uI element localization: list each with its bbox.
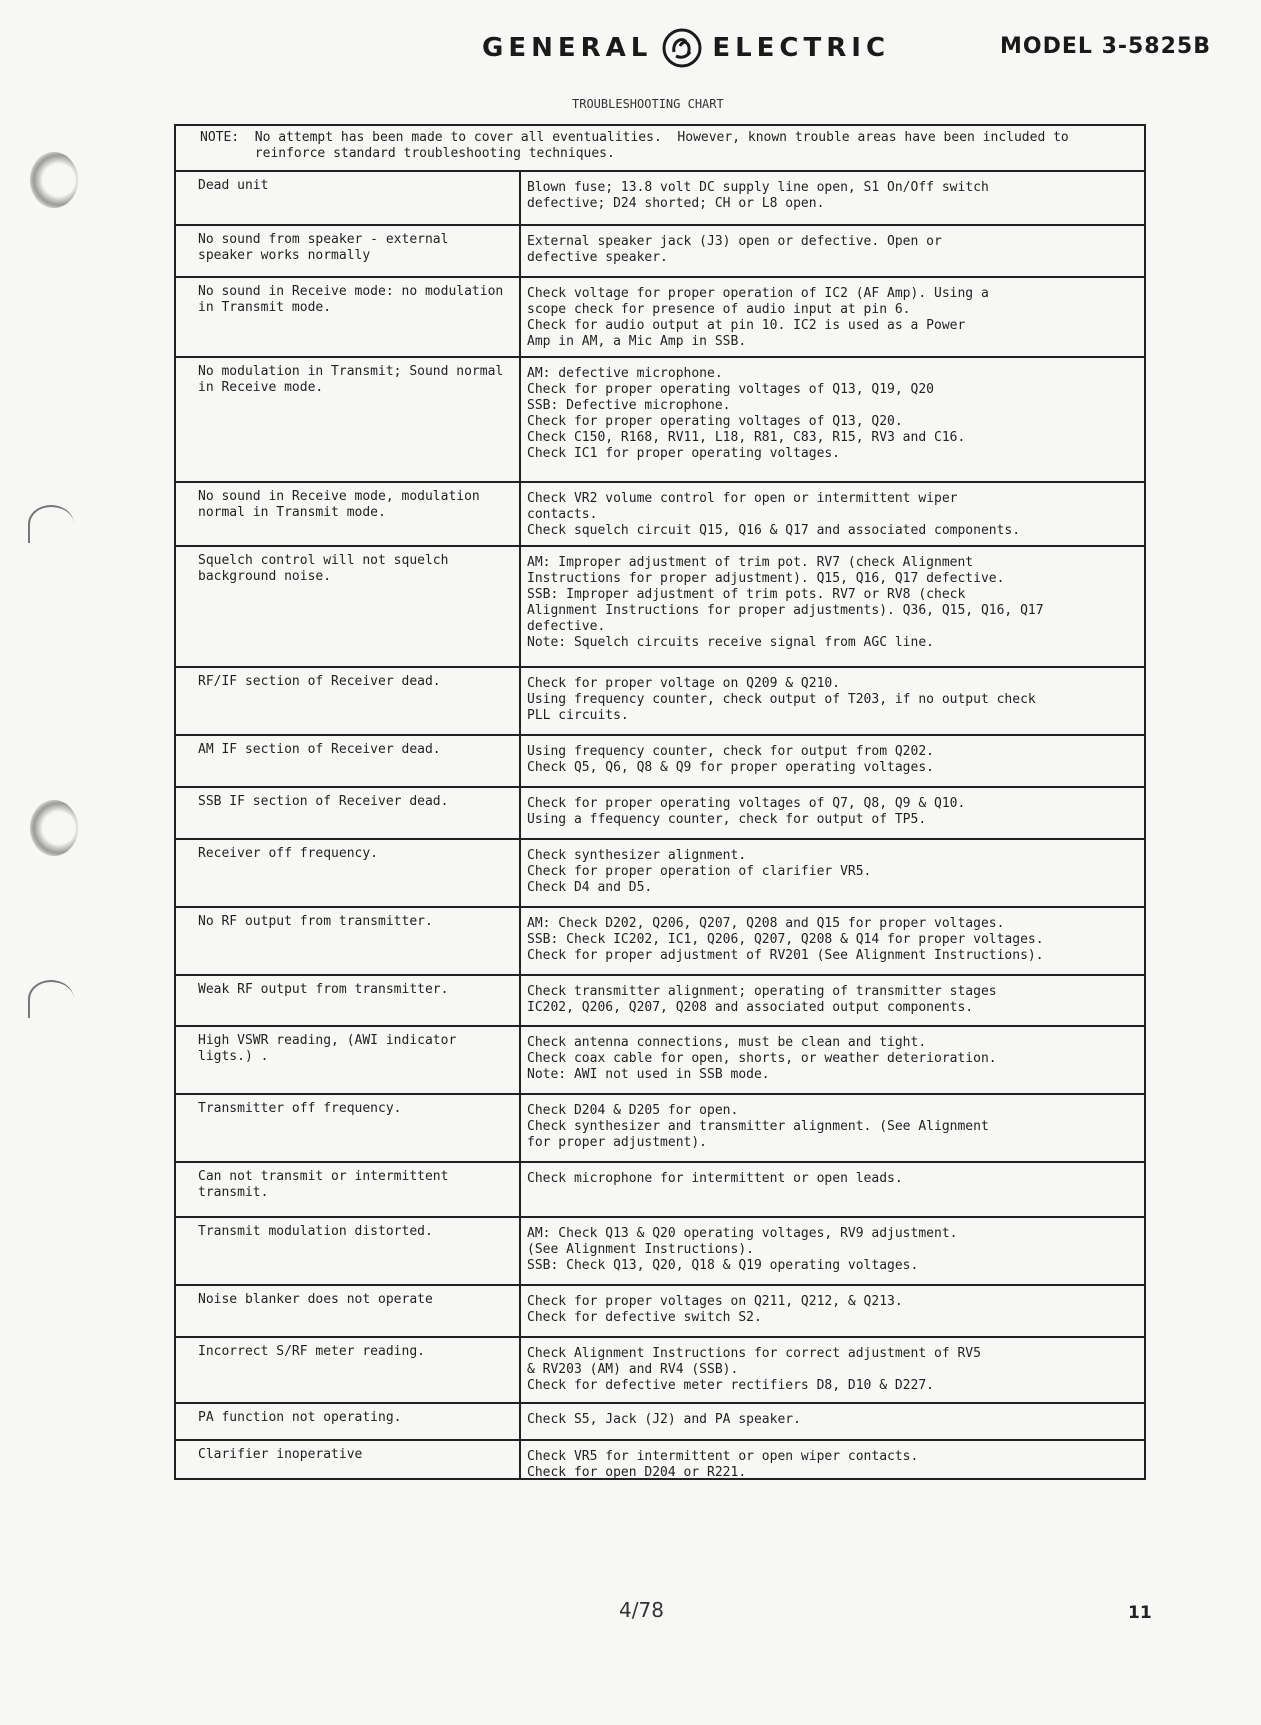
table-row	[176, 668, 1144, 736]
binder-arc-lower	[28, 980, 74, 1018]
symptom-cell: No sound in Receive mode, modulation normal in Transmit mode.	[176, 483, 521, 545]
remedy-cell: Check VR5 for intermittent or open wiper contacts. Check for open D204 or R221.	[527, 1449, 919, 1480]
model-number: MODEL 3-5825B	[1000, 34, 1211, 59]
table-row	[176, 908, 1144, 976]
symptom-cell: Noise blanker does not operate	[176, 1286, 521, 1336]
ge-monogram-icon	[662, 28, 702, 68]
table-row	[176, 1441, 1144, 1478]
remedy-cell: Check for proper operating voltages of Q7, Q8, Q9 & Q10. Using a ffequency counter, check for output of TP5.	[527, 796, 966, 827]
symptom-cell: Weak RF output from transmitter.	[176, 976, 521, 1025]
table-row	[176, 483, 1144, 547]
page-number: 11	[1128, 1603, 1152, 1623]
binder-arc-upper	[28, 505, 74, 543]
brand-header	[482, 28, 890, 68]
table-row	[176, 1286, 1144, 1338]
symptom-cell: Transmit modulation distorted.	[176, 1218, 521, 1284]
brand-right-text: ELECTRIC	[712, 33, 891, 63]
remedy-cell: AM: Check D202, Q206, Q207, Q208 and Q15 for proper voltages. SSB: Check IC202, IC1, Q206, Q207, Q208 & Q14 for proper voltages. Check for proper adjustment of RV201 (See Alignment Instructions).	[527, 916, 1044, 963]
remedy-cell: Check transmitter alignment; operating of transmitter stages IC202, Q206, Q207, Q208 and associated output components.	[527, 984, 997, 1015]
symptom-cell: PA function not operating.	[176, 1404, 521, 1439]
table-row	[176, 1338, 1144, 1404]
table-row	[176, 278, 1144, 358]
remedy-cell: Check antenna connections, must be clean and tight. Check coax cable for open, shorts, or weather deterioration. Note: AWI not used in SSB mode.	[527, 1035, 997, 1082]
symptom-cell: No sound in Receive mode: no modulation in Transmit mode.	[176, 278, 521, 356]
remedy-cell: Check for proper voltage on Q209 & Q210. Using frequency counter, check output of T203, if no output check PLL circuits.	[527, 676, 1036, 723]
chart-title: TROUBLESHOOTING CHART	[572, 97, 724, 111]
table-row	[176, 1404, 1144, 1441]
table-note: NOTE: No attempt has been made to cover all eventualities. However, known trouble areas have been included to reinforce standard troubleshooting techniques.	[176, 126, 1144, 172]
remedy-cell: External speaker jack (J3) open or defective. Open or defective speaker.	[527, 234, 942, 265]
symptom-cell: Transmitter off frequency.	[176, 1095, 521, 1161]
table-row	[176, 226, 1144, 278]
symptom-cell: Can not transmit or intermittent transmit.	[176, 1163, 521, 1216]
remedy-cell: Blown fuse; 13.8 volt DC supply line open, S1 On/Off switch defective; D24 shorted; CH or L8 open.	[527, 180, 989, 211]
table-row	[176, 1095, 1144, 1163]
remedy-cell: AM: Check Q13 & Q20 operating voltages, RV9 adjustment. (See Alignment Instructions). SSB: Check Q13, Q20, Q18 & Q19 operating voltages.	[527, 1226, 958, 1273]
remedy-cell: Check D204 & D205 for open. Check synthesizer and transmitter alignment. (See Alignment for proper adjustment).	[527, 1103, 989, 1150]
brand-left-text: GENERAL	[482, 33, 653, 63]
table-row	[176, 172, 1144, 226]
table-row	[176, 1027, 1144, 1095]
remedy-cell: Using frequency counter, check for output from Q202. Check Q5, Q6, Q8 & Q9 for proper operating voltages.	[527, 744, 934, 775]
remedy-cell: Check S5, Jack (J2) and PA speaker.	[527, 1412, 801, 1427]
symptom-cell: AM IF section of Receiver dead.	[176, 736, 521, 786]
remedy-cell: AM: Improper adjustment of trim pot. RV7 (check Alignment Instructions for proper adjustment). Q15, Q16, Q17 defective. SSB: Improper adjustment of trim pots. RV7 or RV8 (check Alignment Instructions for proper adjustments). Q36, Q15, Q16, Q17 defective. Note: Squelch circuits receive signal from AGC line.	[527, 555, 1044, 650]
table-row	[176, 788, 1144, 840]
table-row	[176, 976, 1144, 1027]
symptom-cell: RF/IF section of Receiver dead.	[176, 668, 521, 734]
table-row	[176, 736, 1144, 788]
symptom-cell: High VSWR reading, (AWI indicator ligts.) .	[176, 1027, 521, 1093]
remedy-cell: Check voltage for proper operation of IC2 (AF Amp). Using a scope check for presence of audio input at pin 6. Check for audio output at pin 10. IC2 is used as a Power Amp in AM, a Mic Amp in SSB.	[527, 286, 989, 349]
footer-date: 4/78	[619, 1598, 664, 1622]
remedy-cell: Check VR2 volume control for open or intermittent wiper contacts. Check squelch circuit Q15, Q16 & Q17 and associated components.	[527, 491, 1021, 538]
symptom-cell: Clarifier inoperative	[176, 1441, 521, 1478]
symptom-cell: SSB IF section of Receiver dead.	[176, 788, 521, 838]
remedy-cell: Check microphone for intermittent or open leads.	[527, 1171, 903, 1186]
table-row	[176, 1163, 1144, 1218]
symptom-cell: Incorrect S/RF meter reading.	[176, 1338, 521, 1402]
symptom-cell: Dead unit	[176, 172, 521, 224]
remedy-cell: Check synthesizer alignment. Check for proper operation of clarifier VR5. Check D4 and D5.	[527, 848, 872, 895]
troubleshooting-table	[174, 124, 1146, 1480]
table-rows	[176, 172, 1144, 1478]
symptom-cell: No RF output from transmitter.	[176, 908, 521, 974]
binder-hole-top	[30, 152, 78, 208]
table-row	[176, 840, 1144, 908]
symptom-cell: Squelch control will not squelch background noise.	[176, 547, 521, 666]
table-row	[176, 358, 1144, 483]
table-row	[176, 547, 1144, 668]
remedy-cell: AM: defective microphone. Check for proper operating voltages of Q13, Q19, Q20 SSB: Defective microphone. Check for proper operating voltages of Q13, Q20. Check C150, R168, RV11, L18, R81, C83, R15, RV3 and C16. Check IC1 for proper operating voltages.	[527, 366, 966, 461]
remedy-cell: Check for proper voltages on Q211, Q212, & Q213. Check for defective switch S2.	[527, 1294, 903, 1325]
remedy-cell: Check Alignment Instructions for correct adjustment of RV5 & RV203 (AM) and RV4 (SSB). Check for defective meter rectifiers D8, D10 & D227.	[527, 1346, 981, 1393]
table-row	[176, 1218, 1144, 1286]
symptom-cell: No sound from speaker - external speaker works normally	[176, 226, 521, 276]
symptom-cell: No modulation in Transmit; Sound normal in Receive mode.	[176, 358, 521, 481]
symptom-cell: Receiver off frequency.	[176, 840, 521, 906]
binder-hole-middle	[30, 800, 78, 856]
